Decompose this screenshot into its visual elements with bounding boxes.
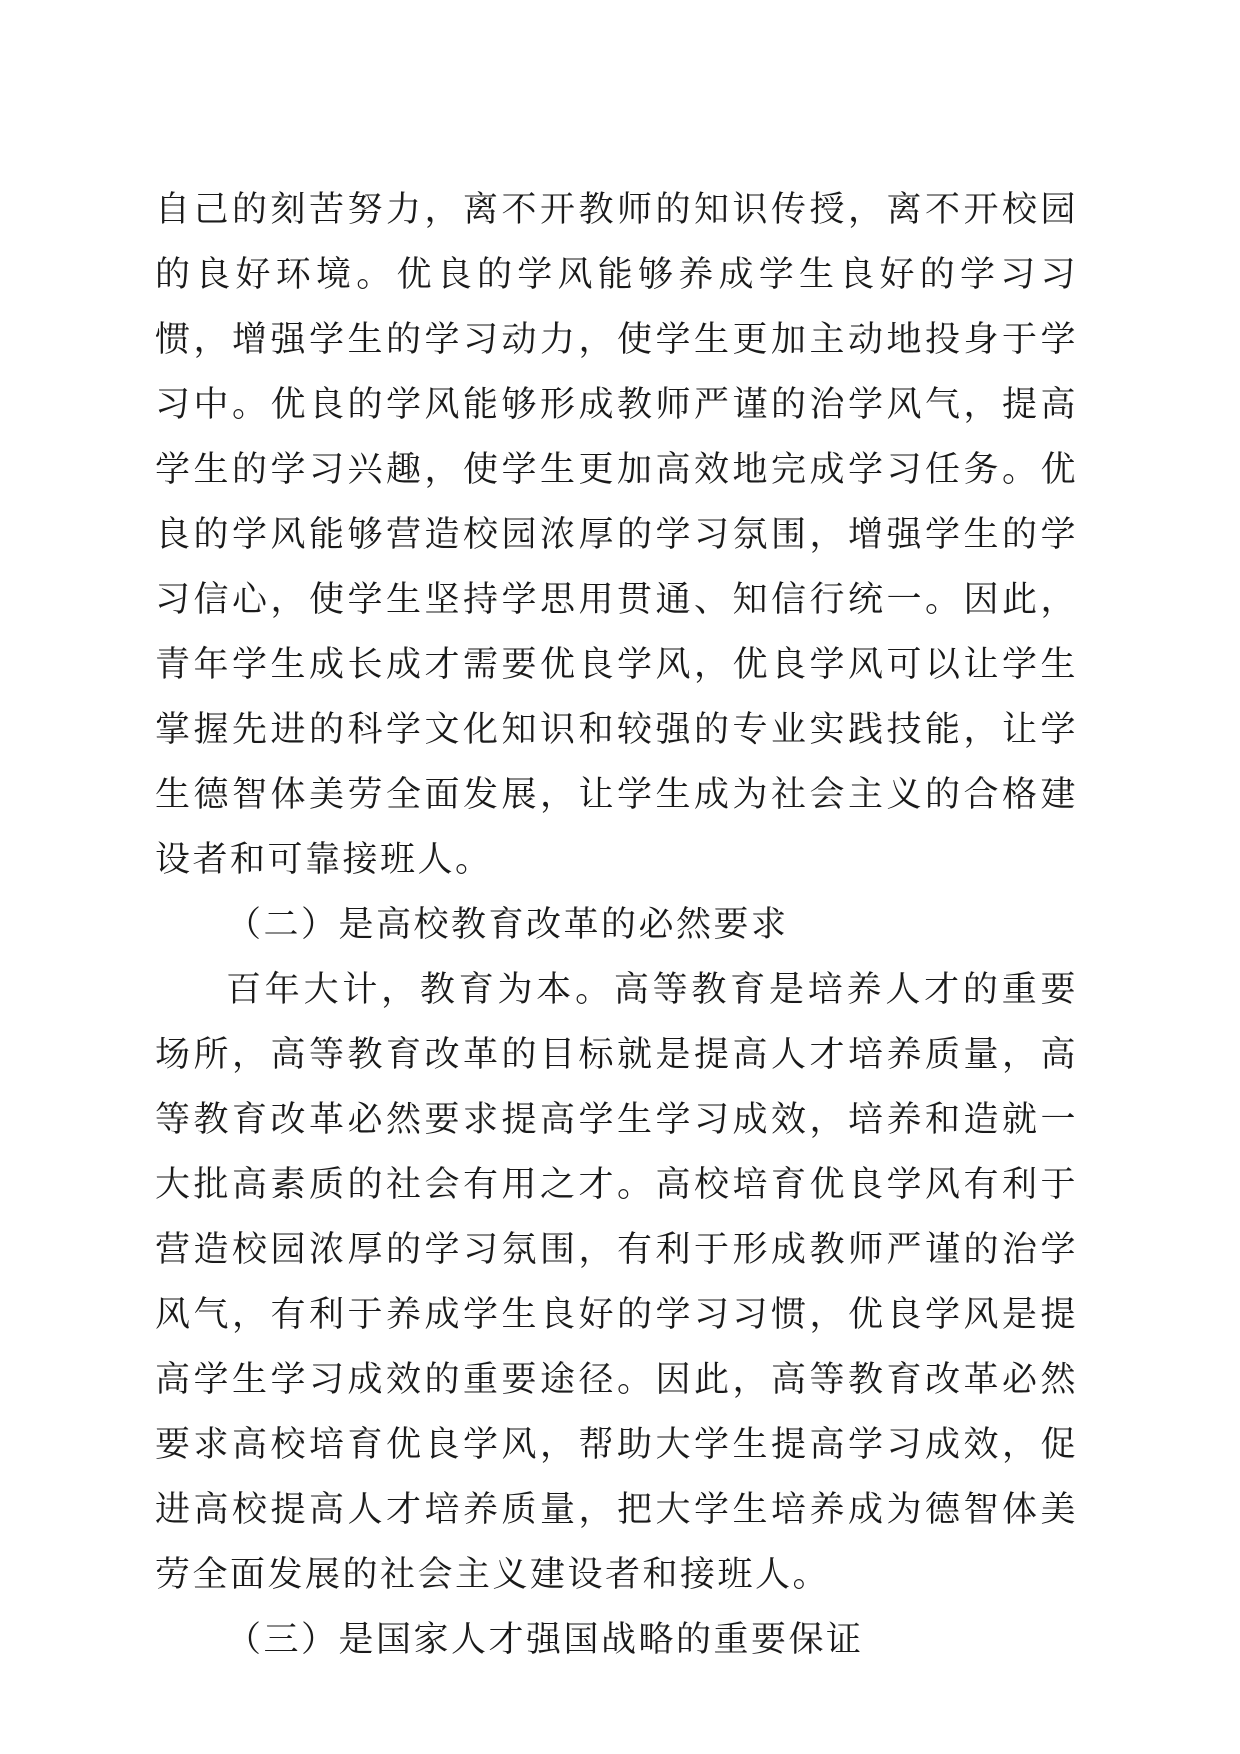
section-heading-2: （二）是高校教育改革的必然要求: [226, 905, 789, 945]
section-heading-3: （三）是国家人才强国战略的重要保证: [226, 1620, 864, 1660]
paragraph-section-2: 百年大计，教育为本。高等教育是培养人才的重要场所，高等教育改革的目标就是提高人才培养质量，高等教育改革必然要求提高学生学习成效，培养和造就一大批高素质的社会有用之才。高校培育优良学风有利于营造校园浓厚的学习氛围，有利于形成教师严谨的治学风气，有利于养成学生良好的学习习惯，优良学风是提高学生学习成效的重要途径。因此，高等教育改革必然要求高校培育优良学风，帮助大学生提高学习成效，促进高校提高人才培养质量，把大学生培养成为德智体美劳全面发展的社会主义建设者和接班人。: [155, 970, 1078, 1595]
paragraph-continued: 自己的刻苦努力，离不开教师的知识传授，离不开校园的良好环境。优良的学风能够养成学生良好的学习习惯，增强学生的学习动力，使学生更加主动地投身于学习中。优良的学风能够形成教师严谨的治学风气，提高学生的学习兴趣，使学生更加高效地完成学习任务。优良的学风能够营造校园浓厚的学习氛围，增强学生的学习信心，使学生坚持学思用贯通、知信行统一。因此，青年学生成长成才需要优良学风，优良学风可以让学生掌握先进的科学文化知识和较强的专业实践技能，让学生德智体美劳全面发展，让学生成为社会主义的合格建设者和可靠接班人。: [155, 190, 1078, 880]
document-body: [155, 178, 1078, 1673]
